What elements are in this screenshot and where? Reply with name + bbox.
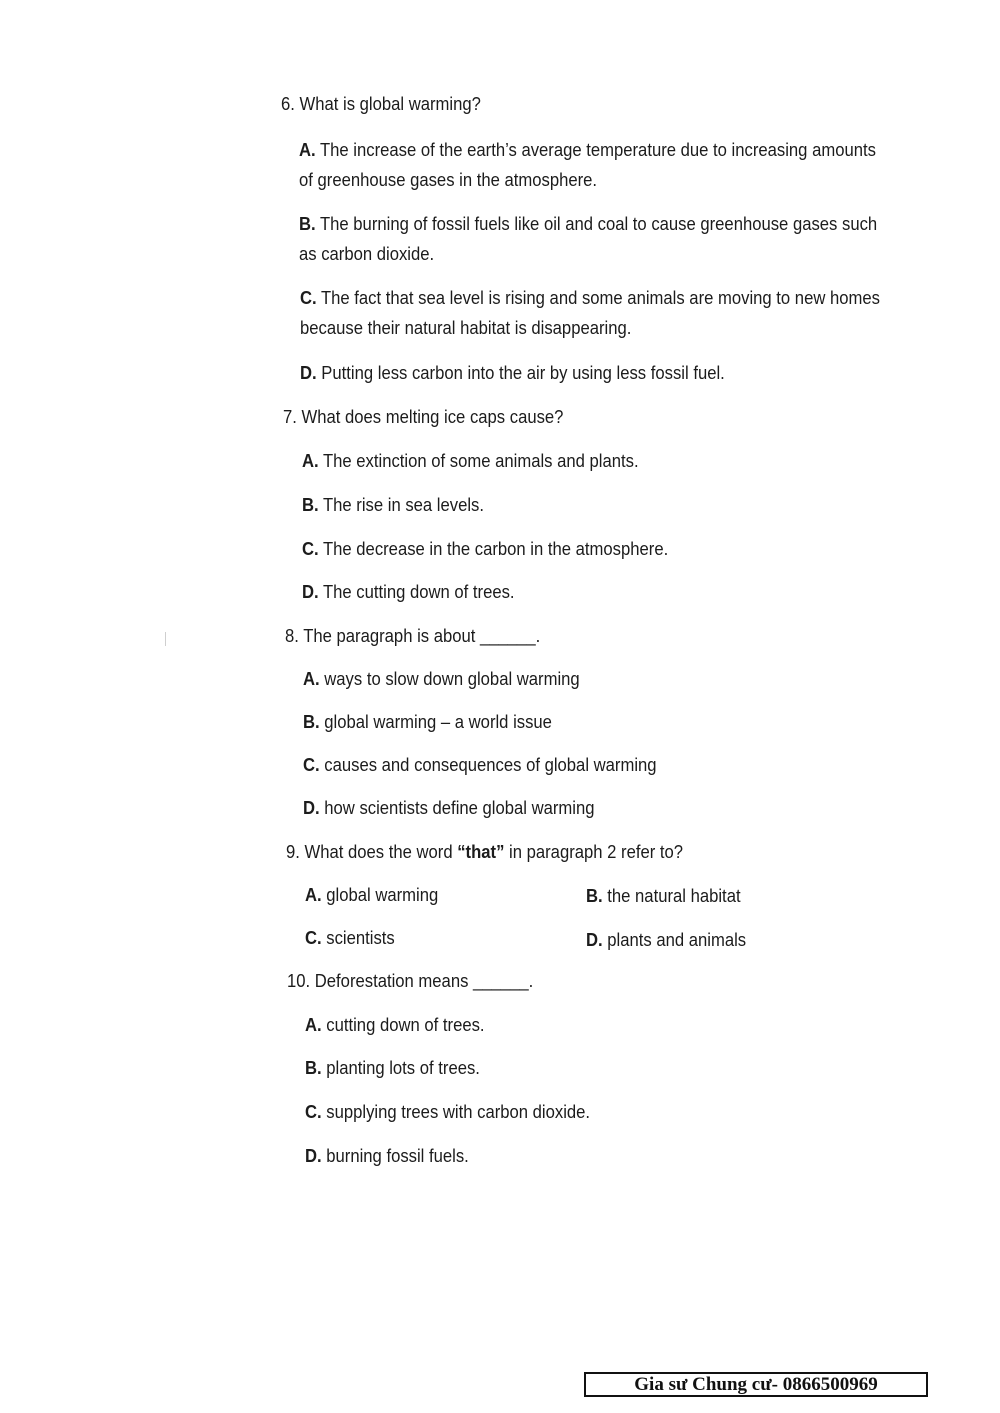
option-text: The fact that sea level is rising and some animals are moving to new homes (320, 287, 880, 308)
option-6b (299, 212, 877, 236)
option-letter: C. (305, 1101, 322, 1122)
option-letter: D. (300, 362, 317, 383)
option-letter: C. (303, 754, 320, 775)
question-number: 10. (287, 970, 311, 991)
option-text: plants and animals (607, 929, 747, 950)
option-text: burning fossil fuels. (326, 1145, 469, 1166)
option-6a-cont (299, 168, 597, 192)
option-6b-cont (299, 242, 434, 266)
option-6c (300, 286, 880, 310)
option-6c-cont (300, 316, 631, 340)
option-text: Putting less carbon into the air by using less fossil fuel. (321, 362, 725, 383)
option-6d (300, 361, 725, 385)
option-text: The decrease in the carbon in the atmosphere. (322, 538, 669, 559)
question-number: 8. (285, 625, 299, 646)
option-8d (303, 796, 595, 820)
option-text: cutting down of trees. (326, 1014, 485, 1035)
question-text: What is global warming? (299, 93, 481, 114)
option-7b (302, 493, 484, 517)
option-letter: B. (299, 213, 316, 234)
option-10b (305, 1056, 480, 1080)
option-text: causes and consequences of global warming (324, 754, 657, 775)
question-number: 7. (283, 406, 297, 427)
referenced-word: “that” (457, 841, 505, 862)
option-9b (586, 884, 741, 908)
option-letter: A. (302, 450, 319, 471)
option-letter: A. (305, 884, 322, 905)
option-10a (305, 1013, 485, 1037)
option-letter: B. (302, 494, 319, 515)
question-text-end: in paragraph 2 refer to? (504, 841, 684, 862)
option-text: scientists (326, 927, 395, 948)
option-text: how scientists define global warming (324, 797, 595, 818)
question-6 (281, 92, 481, 116)
option-text: The extinction of some animals and plants. (322, 450, 639, 471)
option-text: of greenhouse gases in the atmosphere. (299, 169, 598, 190)
option-letter: D. (302, 581, 319, 602)
option-7c (302, 537, 668, 561)
option-text: global warming (326, 884, 439, 905)
option-letter: A. (305, 1014, 322, 1035)
option-9c (305, 926, 395, 950)
option-8c (303, 753, 657, 777)
option-text: global warming – a world issue (324, 711, 552, 732)
question-number: 9. (286, 841, 300, 862)
option-6a (299, 138, 876, 162)
option-letter: B. (303, 711, 320, 732)
option-letter: D. (586, 929, 603, 950)
question-text: The paragraph is about ______. (303, 625, 541, 646)
option-text: The rise in sea levels. (322, 494, 485, 515)
question-text: Deforestation means ______. (314, 970, 534, 991)
option-text: The increase of the earth’s average temperature due to increasing amounts (319, 139, 876, 160)
question-text: What does the word (304, 841, 458, 862)
option-8b (303, 710, 552, 734)
footer-contact-box: Gia sư Chung cư- 0866500969 (584, 1372, 928, 1397)
option-text: ways to slow down global warming (324, 668, 580, 689)
question-8 (285, 624, 540, 648)
option-letter: A. (299, 139, 316, 160)
option-7a (302, 449, 639, 473)
option-7d (302, 580, 515, 604)
option-letter: D. (305, 1145, 322, 1166)
question-9 (286, 840, 683, 864)
question-text: What does melting ice caps cause? (301, 406, 564, 427)
option-9a (305, 883, 438, 907)
option-text: as carbon dioxide. (299, 243, 435, 264)
option-text: The cutting down of trees. (322, 581, 515, 602)
option-letter: D. (303, 797, 320, 818)
option-letter: B. (586, 885, 603, 906)
question-number: 6. (281, 93, 295, 114)
option-letter: C. (302, 538, 319, 559)
question-7 (283, 405, 563, 429)
option-letter: B. (305, 1057, 322, 1078)
option-10c (305, 1100, 590, 1124)
option-letter: C. (305, 927, 322, 948)
option-letter: A. (303, 668, 320, 689)
option-text: because their natural habitat is disappearing. (300, 317, 632, 338)
option-9d (586, 928, 746, 952)
option-letter: C. (300, 287, 317, 308)
option-10d (305, 1144, 469, 1168)
option-text: the natural habitat (607, 885, 741, 906)
question-10 (287, 969, 533, 993)
option-text: planting lots of trees. (326, 1057, 480, 1078)
option-8a (303, 667, 580, 691)
option-text: supplying trees with carbon dioxide. (326, 1101, 591, 1122)
scan-mark (165, 632, 166, 646)
option-text: The burning of fossil fuels like oil and coal to cause greenhouse gases such (319, 213, 878, 234)
